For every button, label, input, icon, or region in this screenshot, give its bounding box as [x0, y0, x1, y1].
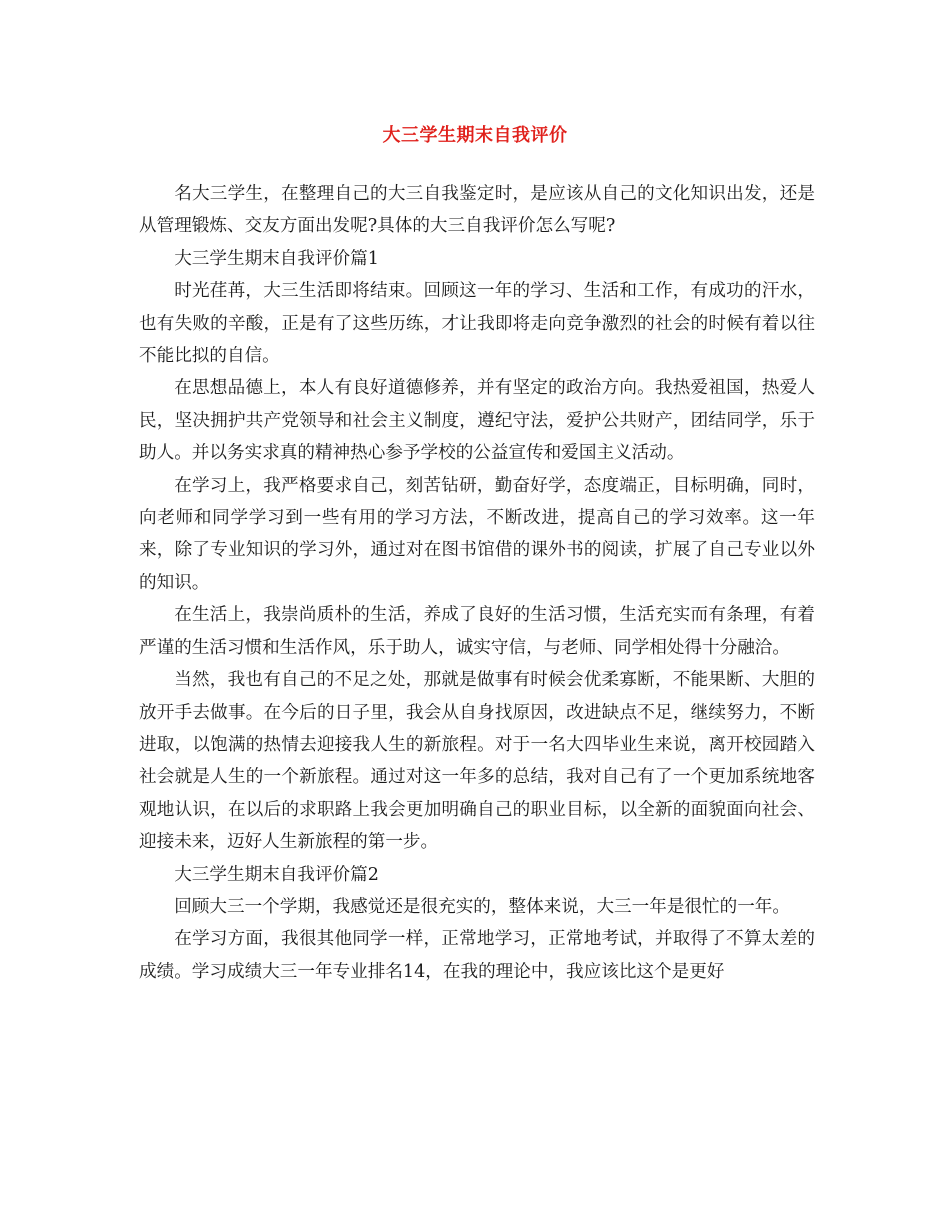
- paragraph: 回顾大三一个学期，我感觉还是很充实的，整体来说，大三一年是很忙的一年。: [174, 896, 790, 917]
- section-heading-2: 大三学生期末自我评价篇2: [174, 864, 379, 885]
- paragraph: 当然，我也有自己的不足之处，那就是做事有时候会优柔寡断，不能果断、大胆的放开手去做事。在今后的日子里，我会从自身找原因，改进缺点不足，继续努力，不断进取，以饱满的热情去迎接我人生的新旅程。对于一名大四毕业生来说，离开校园踏入社会就是人生的一个新旅程。通过对这一年多的总结，我对自己有了一个更加系统地客观地认识，在以后的求职路上我会更加明确自己的职业目标，以全新的面貌面向社会、迎接未来，迈好人生新旅程的第一步。: [139, 670, 815, 853]
- section-heading-1: 大三学生期末自我评价篇1: [174, 248, 379, 269]
- paragraph-intro: 名大三学生，在整理自己的大三自我鉴定时，是应该从自己的文化知识出发，还是从管理锻炼、交友方面出发呢?具体的大三自我评价怎么写呢?: [139, 184, 815, 237]
- paragraph: 在学习上，我严格要求自己，刻苦钻研，勤奋好学，态度端正，目标明确，同时，向老师和同学学习到一些有用的学习方法，不断改进，提高自己的学习效率。这一年来，除了专业知识的学习外，通过对在图书馆借的课外书的阅读，扩展了自己专业以外的知识。: [139, 475, 815, 593]
- paragraph: 时光荏苒，大三生活即将结束。回顾这一年的学习、生活和工作，有成功的汗水，也有失败的辛酸，正是有了这些历练，才让我即将走向竞争激烈的社会的时候有着以往不能比拟的自信。: [139, 281, 815, 367]
- paragraph: 在思想品德上，本人有良好道德修养，并有坚定的政治方向。我热爱祖国，热爱人民，坚决拥护共产党领导和社会主义制度，遵纪守法，爱护公共财产，团结同学，乐于助人。并以务实求真的精神热心参予学校的公益宣传和爱国主义活动。: [139, 378, 815, 464]
- paragraph: 在学习方面，我很其他同学一样，正常地学习，正常地考试，并取得了不算太差的成绩。学习成绩大三一年专业排名14，在我的理论中，我应该比这个是更好: [139, 929, 815, 982]
- document-title: 大三学生期末自我评价: [382, 125, 568, 146]
- paragraph: 在生活上，我崇尚质朴的生活，养成了良好的生活习惯，生活充实而有条理，有着严谨的生活习惯和生活作风，乐于助人，诚实守信，与老师、同学相处得十分融洽。: [139, 605, 815, 658]
- document-body: [139, 178, 815, 988]
